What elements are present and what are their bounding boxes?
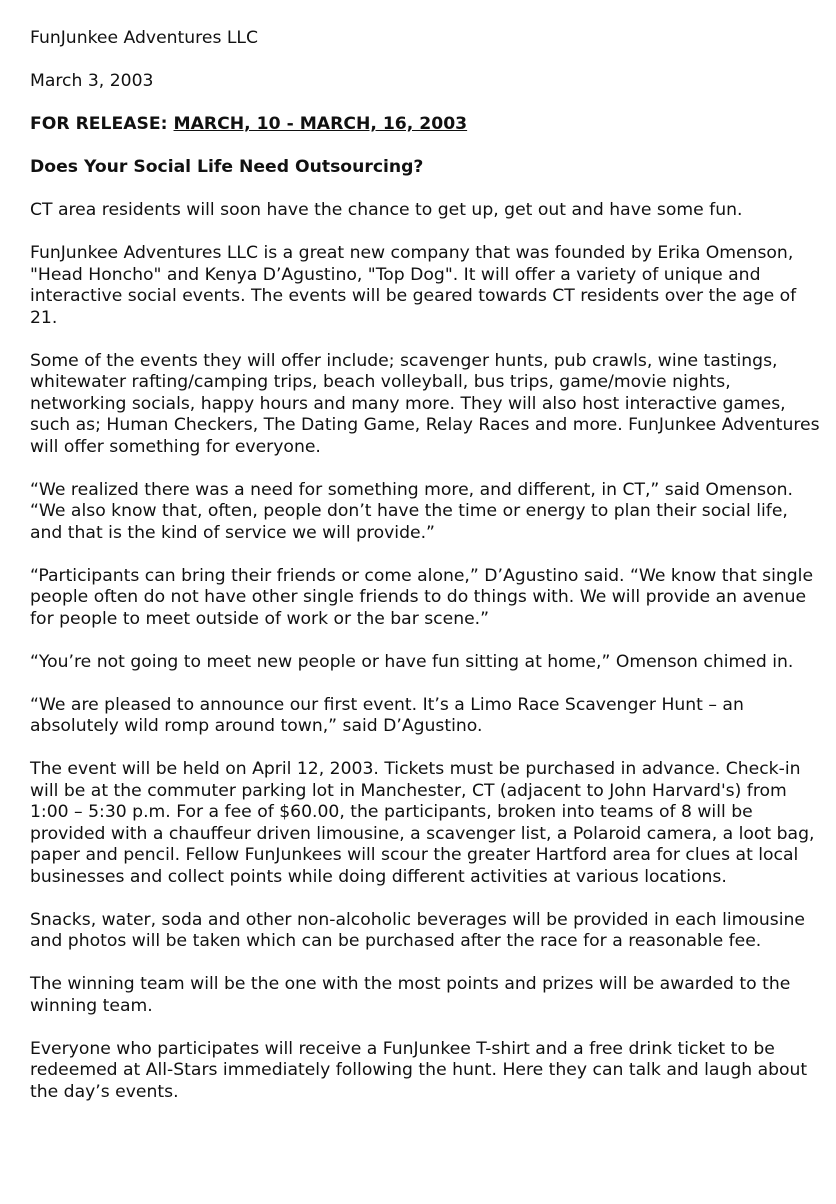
paragraph: Everyone who participates will receive a FunJunkee T-shirt and a free drink ticket to be redeemed at All-Stars immediately following the hunt. Here they can talk and laugh about the day’s events.	[30, 1038, 808, 1102]
paragraph: Some of the events they will offer include; scavenger hunts, pub crawls, wine tastings, whitewater rafting/camping trips, beach volleyball, bus trips, game/movie nights, networking socials, happy hours and many more. They will also host interactive games, such as; Human Checkers, The Dating Game, Relay Races and more. FunJunkee Adventures will offer something for everyone.	[30, 350, 820, 457]
paragraph: CT area residents will soon have the chance to get up, get out and have some fun.	[30, 200, 743, 220]
paragraph: “We are pleased to announce our first event. It’s a Limo Race Scavenger Hunt – an absolutely wild romp around town,” said D’Agustino.	[30, 694, 744, 736]
paragraph: “We realized there was a need for something more, and different, in CT,” said Omenson. “We also know that, often, people don’t have the time or energy to plan their social life, and that is the kind of service we will provide.”	[30, 479, 793, 543]
press-release-page	[30, 28, 820, 1125]
paragraph: The winning team will be the one with the most points and prizes will be awarded to the winning team.	[30, 974, 791, 1016]
headline: Does Your Social Life Need Outsourcing?	[30, 157, 424, 177]
paragraph: “You’re not going to meet new people or have fun sitting at home,” Omenson chimed in.	[30, 651, 794, 672]
company-name: FunJunkee Adventures LLC	[30, 28, 259, 48]
release-window	[30, 114, 820, 136]
paragraph: The event will be held on April 12, 2003. Tickets must be purchased in advance. Check-in will be at the commuter parking lot in Manchester, CT (adjacent to John Harvard's) from 1:00 – 5:30 p.m. For a fee of $60.00, the participants, broken into teams of 8 will be provided with a chauffeur driven limousine, a scavenger list, a Polaroid camera, a loot bag, paper and pencil. Fellow FunJunkees will scour the greater Hartford area for clues at local businesses and collect points while doing different activities at various locations.	[30, 759, 815, 887]
paragraph: Snacks, water, soda and other non-alcoholic beverages will be provided in each limousine and photos will be taken which can be purchased after the race for a reasonable fee.	[30, 909, 805, 951]
release-dates: MARCH, 10 - MARCH, 16, 2003	[173, 114, 468, 134]
paragraph: FunJunkee Adventures LLC is a great new company that was founded by Erika Omenson, "Head Honcho" and Kenya D’Agustino, "Top Dog". It will offer a variety of unique and interactive social events. The events will be geared towards CT residents over the age of 21.	[30, 243, 797, 328]
release-date-line: March 3, 2003	[30, 71, 154, 91]
release-label: FOR RELEASE:	[30, 114, 174, 134]
paragraph: “Participants can bring their friends or come alone,” D’Agustino said. “We know that single people often do not have other single friends to do things with. We will provide an avenue for people to meet outside of work or the bar scene.”	[30, 565, 814, 629]
